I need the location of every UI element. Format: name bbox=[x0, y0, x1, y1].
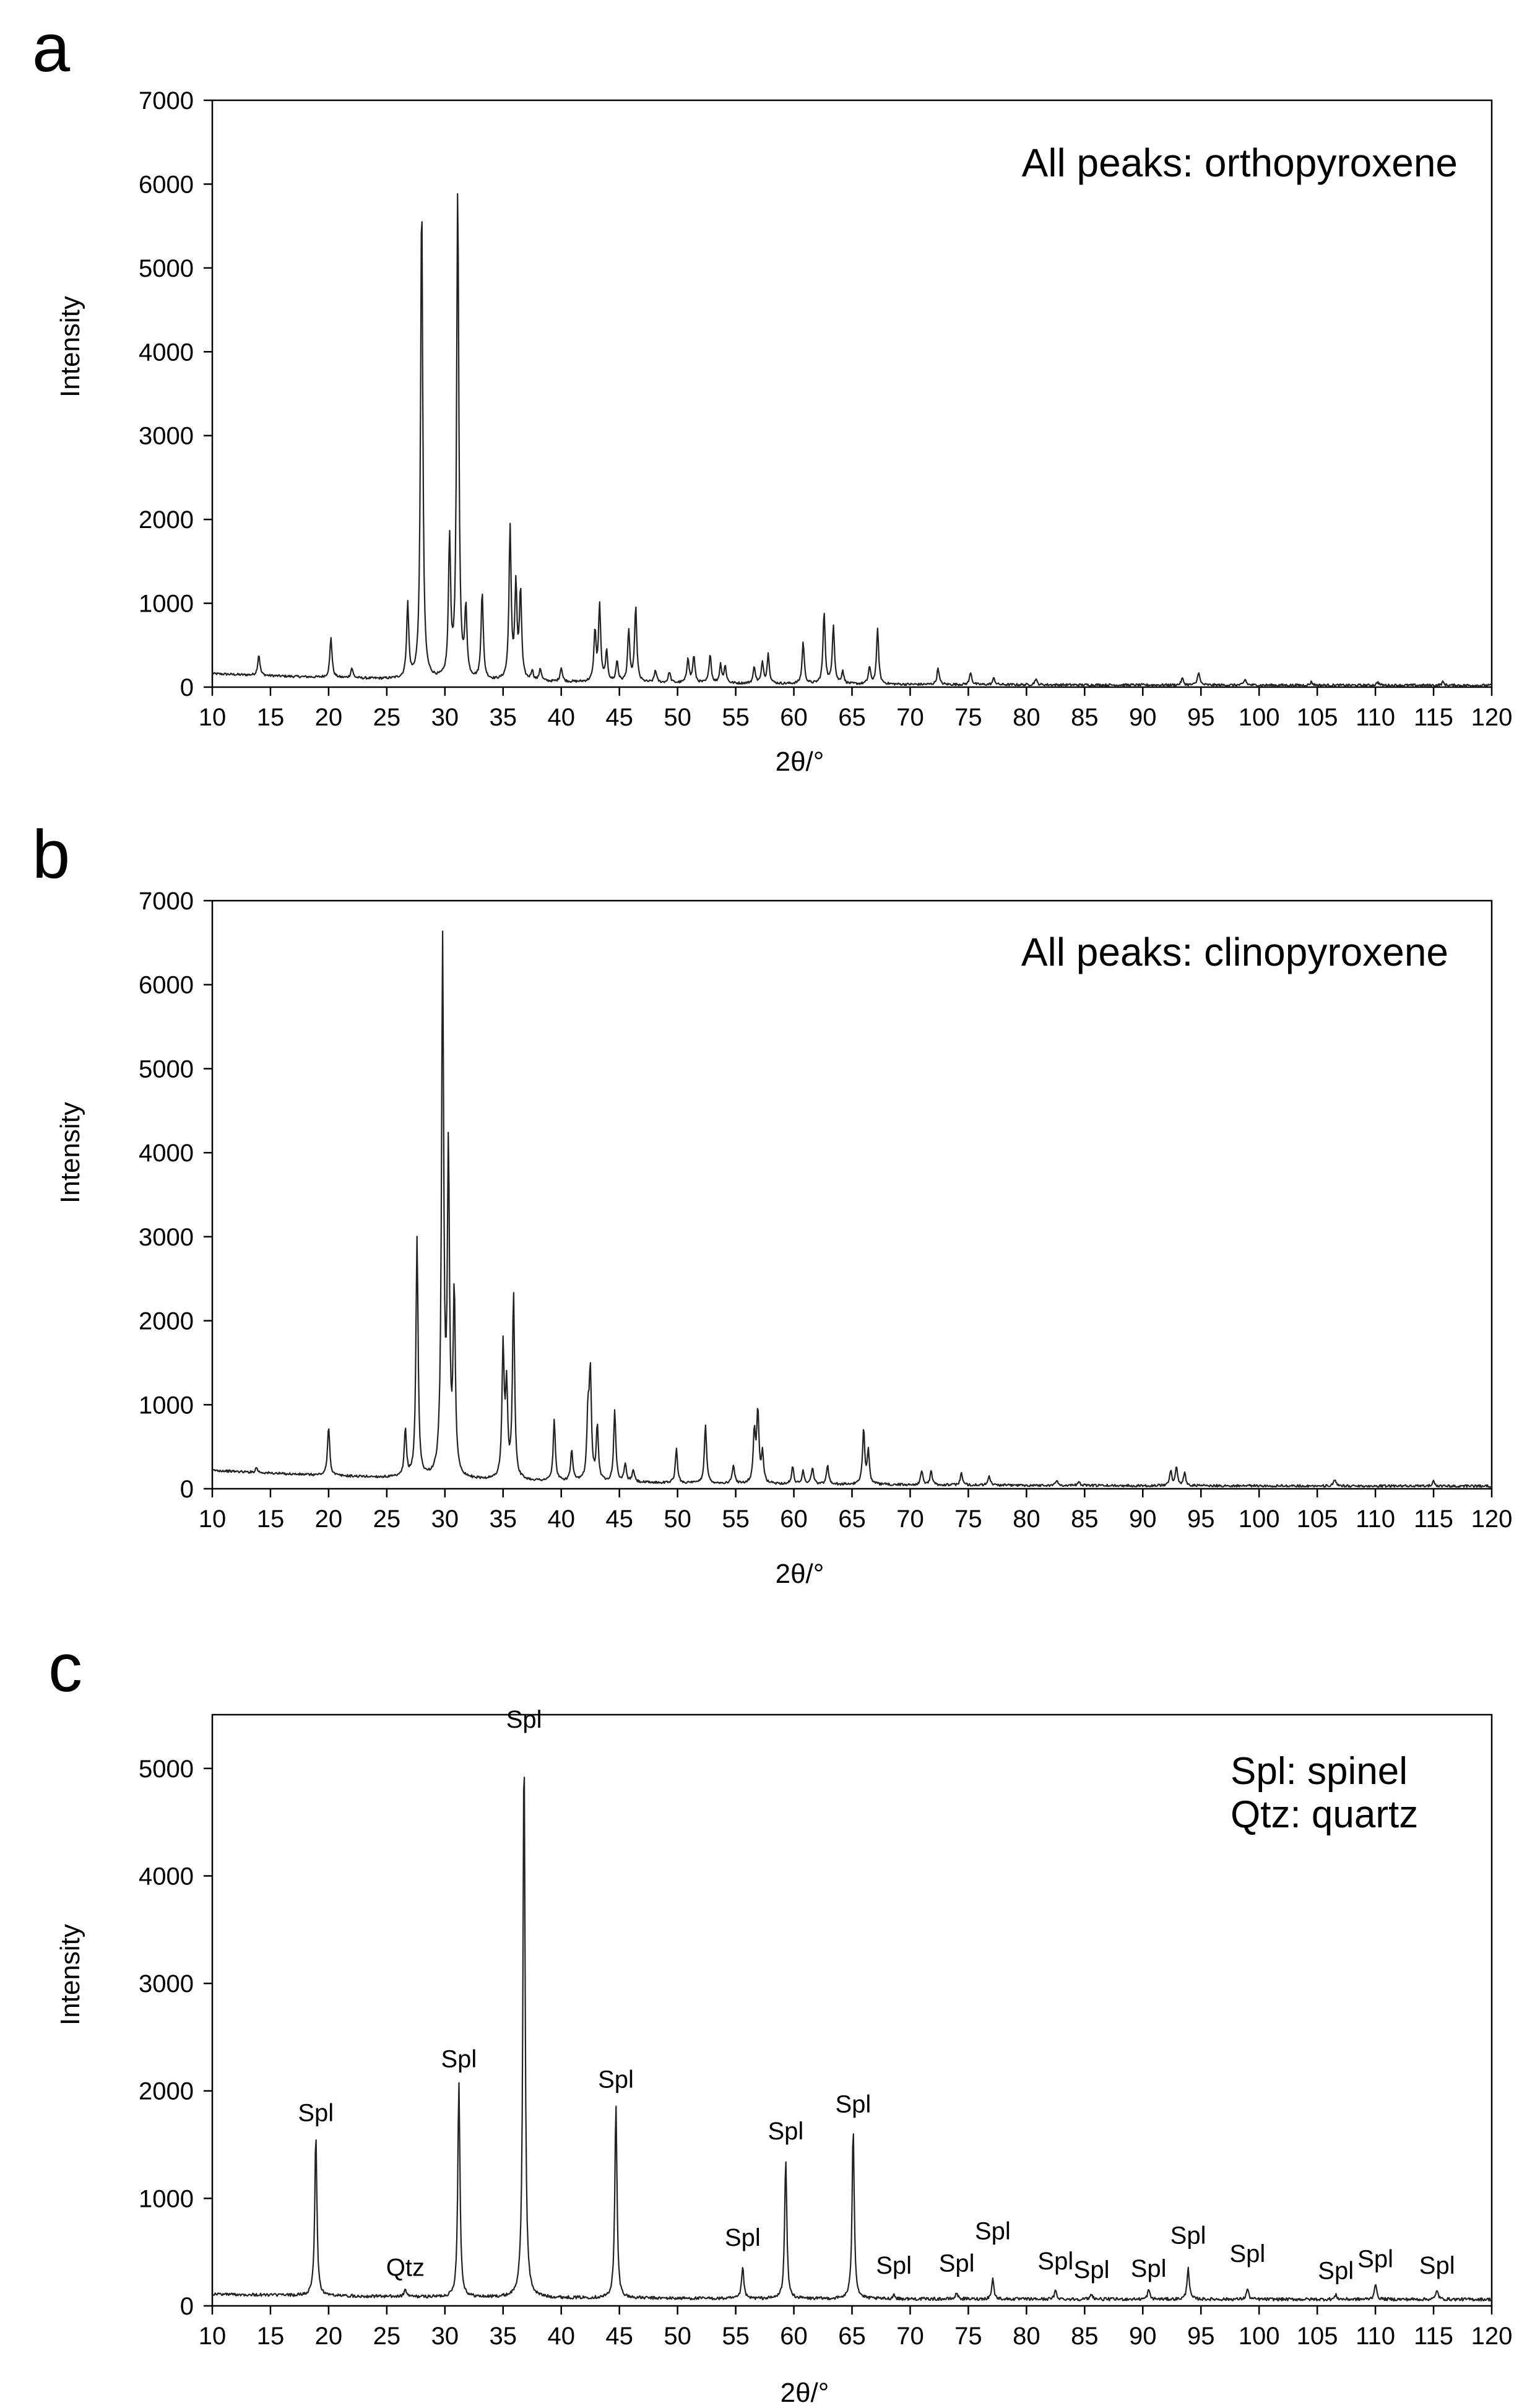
x-tick-label: 35 bbox=[489, 704, 517, 731]
y-tick-label: 7000 bbox=[139, 87, 194, 115]
x-tick-label: 55 bbox=[722, 2323, 750, 2350]
panel-letter-b: b bbox=[32, 816, 71, 893]
x-tick-label: 70 bbox=[896, 1505, 924, 1533]
spinel-peak-label: Spl bbox=[1419, 2251, 1455, 2279]
x-tick-label: 90 bbox=[1129, 704, 1157, 731]
x-tick-label: 75 bbox=[954, 1505, 982, 1533]
x-tick-label: 45 bbox=[605, 704, 633, 731]
x-tick-label: 65 bbox=[838, 1505, 866, 1533]
x-tick-label: 50 bbox=[664, 1505, 691, 1533]
x-tick-label: 20 bbox=[314, 2323, 343, 2350]
y-tick-label: 1000 bbox=[139, 1392, 194, 1419]
x-tick-label: 35 bbox=[489, 2323, 517, 2350]
diffraction-trace-b bbox=[212, 931, 1492, 1487]
y-tick-label: 1000 bbox=[139, 2185, 194, 2213]
panel-b bbox=[32, 816, 1512, 1589]
panel-b-title: All peaks: clinopyroxene bbox=[1021, 930, 1448, 974]
panel-c bbox=[48, 1630, 1512, 2408]
x-tick-label: 20 bbox=[314, 704, 343, 731]
y-tick-label: 4000 bbox=[139, 339, 194, 366]
x-tick-label: 65 bbox=[838, 2323, 866, 2350]
panel-letter-c: c bbox=[48, 1630, 82, 1706]
panel-a-y-axis-label: Intensity bbox=[55, 296, 85, 397]
x-tick-label: 15 bbox=[256, 704, 285, 731]
x-tick-label: 80 bbox=[1013, 704, 1040, 731]
x-tick-label: 30 bbox=[431, 1505, 459, 1533]
spinel-peak-label: Spl bbox=[1037, 2247, 1074, 2275]
x-tick-label: 10 bbox=[198, 704, 227, 731]
x-tick-label: 75 bbox=[954, 2323, 982, 2350]
x-tick-label: 110 bbox=[1356, 2323, 1395, 2350]
spinel-peak-label: Spl bbox=[1318, 2257, 1354, 2285]
panel-b-x-axis-label: 2θ/° bbox=[775, 1559, 824, 1589]
spinel-peak-label: Spl bbox=[441, 2045, 477, 2073]
x-tick-label: 120 bbox=[1471, 1505, 1513, 1533]
diffraction-trace-c bbox=[212, 1777, 1492, 2301]
x-tick-label: 70 bbox=[896, 2323, 924, 2350]
quartz-peak-label: Qtz bbox=[386, 2254, 425, 2282]
y-tick-label: 2000 bbox=[139, 506, 194, 534]
y-tick-label: 6000 bbox=[139, 171, 194, 199]
x-tick-label: 30 bbox=[431, 704, 459, 731]
panel-c-x-axis-label: 2θ/° bbox=[780, 2378, 829, 2408]
x-tick-label: 110 bbox=[1356, 1505, 1395, 1533]
x-tick-label: 105 bbox=[1296, 704, 1338, 731]
x-tick-label: 115 bbox=[1414, 2323, 1453, 2350]
x-tick-label: 100 bbox=[1238, 2323, 1280, 2350]
x-tick-label: 25 bbox=[373, 704, 401, 731]
spinel-peak-label: Spl bbox=[876, 2251, 912, 2279]
spinel-peak-label: Spl bbox=[724, 2224, 761, 2251]
x-tick-label: 50 bbox=[664, 704, 691, 731]
x-tick-label: 80 bbox=[1013, 1505, 1040, 1533]
y-tick-label: 2000 bbox=[139, 1307, 194, 1335]
y-tick-label: 5000 bbox=[139, 1755, 194, 1783]
x-tick-label: 25 bbox=[373, 2323, 401, 2350]
x-tick-label: 20 bbox=[314, 1505, 343, 1533]
x-tick-label: 55 bbox=[722, 1505, 750, 1533]
x-tick-label: 75 bbox=[954, 704, 982, 731]
y-tick-label: 3000 bbox=[139, 1223, 194, 1251]
x-tick-label: 70 bbox=[896, 704, 924, 731]
x-tick-label: 60 bbox=[780, 704, 808, 731]
spinel-peak-label: Spl bbox=[1229, 2240, 1266, 2267]
panel-a-x-axis-label: 2θ/° bbox=[775, 747, 824, 777]
x-tick-label: 90 bbox=[1129, 1505, 1157, 1533]
x-tick-label: 45 bbox=[605, 2323, 633, 2350]
panel-c-legend-quartz: Qtz: quartz bbox=[1231, 1793, 1419, 1836]
spinel-peak-label: Spl bbox=[835, 2090, 872, 2118]
y-tick-label: 4000 bbox=[139, 1863, 194, 1890]
spinel-peak-label: Spl bbox=[1357, 2245, 1393, 2273]
spinel-peak-label: Spl bbox=[506, 1705, 542, 1733]
x-tick-label: 80 bbox=[1013, 2323, 1040, 2350]
x-tick-label: 85 bbox=[1071, 2323, 1099, 2350]
y-tick-label: 3000 bbox=[139, 1970, 194, 1998]
x-tick-label: 95 bbox=[1187, 704, 1215, 731]
panel-c-y-axis-label: Intensity bbox=[55, 1924, 85, 2025]
panel-a bbox=[32, 10, 1512, 777]
y-tick-label: 4000 bbox=[139, 1140, 194, 1167]
panel-a-title: All peaks: orthopyroxene bbox=[1021, 141, 1458, 185]
x-tick-label: 115 bbox=[1414, 1505, 1453, 1533]
y-tick-label: 1000 bbox=[139, 590, 194, 618]
spinel-peak-label: Spl bbox=[938, 2250, 975, 2277]
x-tick-label: 100 bbox=[1238, 704, 1280, 731]
panel-c-legend-spinel: Spl: spinel bbox=[1231, 1750, 1408, 1793]
y-tick-label: 0 bbox=[180, 2293, 194, 2320]
x-tick-label: 90 bbox=[1129, 2323, 1157, 2350]
x-tick-label: 120 bbox=[1471, 2323, 1513, 2350]
y-tick-label: 5000 bbox=[139, 1055, 194, 1083]
x-tick-label: 25 bbox=[373, 1505, 401, 1533]
x-tick-label: 60 bbox=[780, 1505, 808, 1533]
x-tick-label: 65 bbox=[838, 704, 866, 731]
spinel-peak-label: Spl bbox=[768, 2117, 804, 2145]
x-tick-label: 10 bbox=[198, 1505, 227, 1533]
x-tick-label: 40 bbox=[547, 1505, 575, 1533]
x-tick-label: 35 bbox=[489, 1505, 517, 1533]
x-tick-label: 60 bbox=[780, 2323, 808, 2350]
x-tick-label: 40 bbox=[547, 2323, 575, 2350]
y-tick-label: 0 bbox=[180, 1476, 194, 1503]
plot-frame-a bbox=[212, 100, 1492, 687]
x-tick-label: 95 bbox=[1187, 1505, 1215, 1533]
panel-b-y-axis-label: Intensity bbox=[55, 1102, 85, 1203]
x-tick-label: 105 bbox=[1296, 2323, 1338, 2350]
spinel-peak-label: Spl bbox=[1170, 2222, 1206, 2250]
y-tick-label: 3000 bbox=[139, 422, 194, 450]
x-tick-label: 85 bbox=[1071, 704, 1099, 731]
x-tick-label: 100 bbox=[1238, 1505, 1280, 1533]
x-tick-label: 15 bbox=[256, 2323, 285, 2350]
y-tick-label: 2000 bbox=[139, 2077, 194, 2105]
x-tick-label: 15 bbox=[256, 1505, 285, 1533]
x-tick-label: 40 bbox=[547, 704, 575, 731]
x-tick-label: 115 bbox=[1414, 704, 1453, 731]
x-tick-label: 55 bbox=[722, 704, 750, 731]
spinel-peak-label: Spl bbox=[298, 2099, 334, 2127]
x-tick-label: 30 bbox=[431, 2323, 459, 2350]
x-tick-label: 110 bbox=[1356, 704, 1395, 731]
x-tick-label: 95 bbox=[1187, 2323, 1215, 2350]
x-tick-label: 85 bbox=[1071, 1505, 1099, 1533]
y-tick-label: 5000 bbox=[139, 254, 194, 282]
x-tick-label: 50 bbox=[664, 2323, 691, 2350]
y-tick-label: 0 bbox=[180, 674, 194, 701]
x-tick-label: 10 bbox=[198, 2323, 227, 2350]
y-tick-label: 6000 bbox=[139, 971, 194, 999]
x-tick-label: 45 bbox=[605, 1505, 633, 1533]
x-tick-label: 105 bbox=[1296, 1505, 1338, 1533]
panel-letter-a: a bbox=[32, 10, 71, 86]
diffraction-trace-a bbox=[212, 194, 1492, 686]
y-tick-label: 7000 bbox=[139, 888, 194, 915]
spinel-peak-label: Spl bbox=[1073, 2256, 1110, 2284]
plot-frame-b bbox=[212, 901, 1492, 1489]
x-tick-label: 120 bbox=[1471, 704, 1513, 731]
spinel-peak-label: Spl bbox=[598, 2066, 634, 2094]
spinel-peak-label: Spl bbox=[1130, 2255, 1167, 2283]
spinel-peak-label: Spl bbox=[974, 2217, 1011, 2245]
